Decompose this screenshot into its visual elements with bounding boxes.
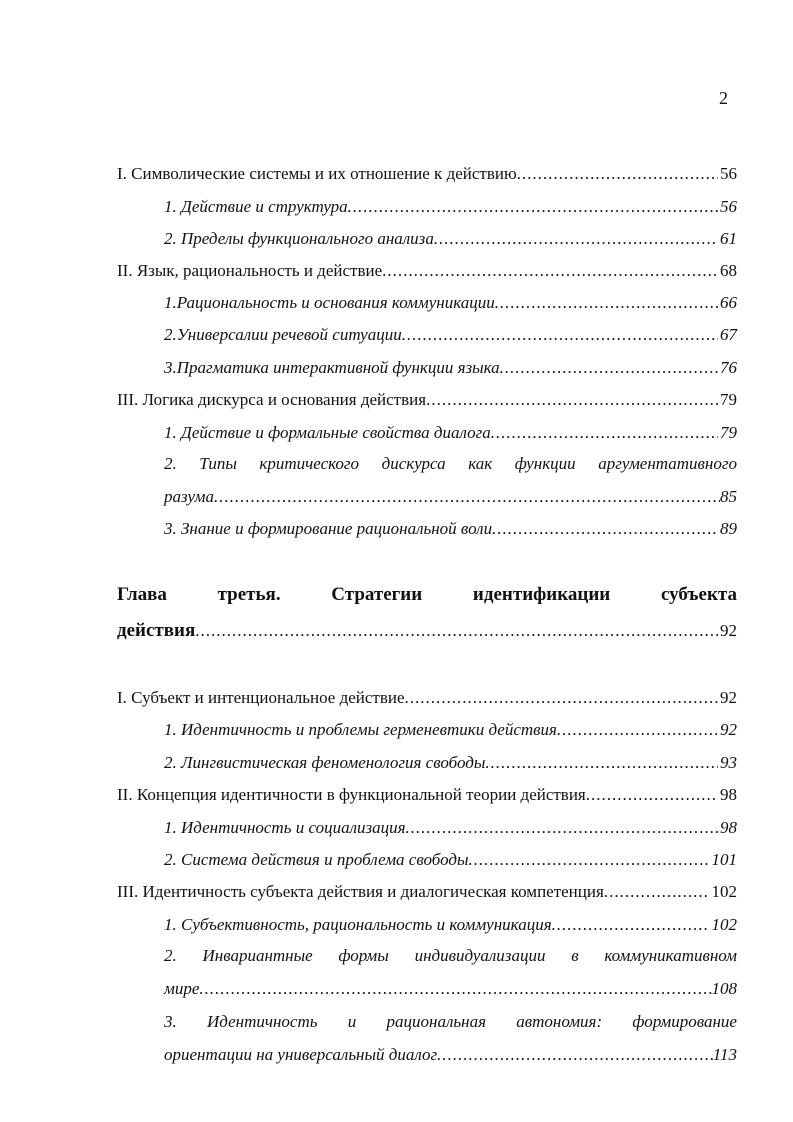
title-word: идентификации bbox=[472, 584, 611, 605]
toc-entry-title: 2. Пределы функционального анализа bbox=[164, 229, 434, 248]
toc-entry bbox=[164, 945, 737, 1000]
title-word: Инвариантные bbox=[202, 946, 313, 965]
toc-entry-title: I. Субъект и интенциональное действие bbox=[117, 688, 405, 707]
toc-entry-title: 1. Идентичность и социализация bbox=[164, 818, 406, 837]
toc-entry bbox=[117, 687, 737, 709]
toc-entry-page: 101 bbox=[711, 850, 737, 869]
toc-entry-title: 2. Лингвистическая феноменология свободы bbox=[164, 753, 486, 772]
toc-entry-page: 92 bbox=[720, 720, 737, 739]
title-word: субъекта bbox=[660, 584, 737, 605]
toc-entry-title: II. Концепция идентичности в функциональной теории действия bbox=[117, 785, 586, 804]
toc-entry-page: 67 bbox=[720, 325, 737, 344]
toc-entry-page: 68 bbox=[720, 261, 737, 280]
toc-entry-title: 1. Действие и формальные свойства диалога bbox=[164, 423, 491, 442]
toc-entry-title: 1. Субъективность, рациональность и коммуникация bbox=[164, 915, 552, 934]
leader-dots bbox=[382, 260, 718, 282]
leader-dots bbox=[195, 619, 720, 643]
toc-entry-title-line bbox=[164, 453, 737, 475]
toc-entry-page: 76 bbox=[720, 358, 737, 377]
title-word: 2. bbox=[164, 946, 177, 965]
leader-dots bbox=[557, 719, 718, 741]
leader-dots bbox=[495, 292, 718, 314]
toc-entry-title-cont: мире bbox=[164, 979, 200, 998]
title-word: Глава bbox=[117, 584, 167, 605]
toc-entry bbox=[164, 914, 737, 936]
chapter-page: 92 bbox=[720, 621, 737, 640]
toc-entry-page: 108 bbox=[711, 979, 737, 998]
title-word: аргументативного bbox=[598, 454, 737, 473]
title-word: 3. bbox=[164, 1012, 177, 1031]
toc-entry bbox=[164, 292, 737, 314]
toc-entry-title: I. Символические системы и их отношение к действию bbox=[117, 164, 517, 183]
leader-dots bbox=[402, 324, 718, 346]
toc-entry bbox=[164, 453, 737, 508]
toc-entry-title: 3.Прагматика интерактивной функции языка bbox=[164, 358, 500, 377]
leader-dots bbox=[469, 849, 710, 871]
toc-entry-title: III. Логика дискурса и основания действия bbox=[117, 390, 427, 409]
leader-dots bbox=[604, 881, 710, 903]
toc-entry bbox=[117, 389, 737, 411]
leader-dots bbox=[586, 784, 718, 806]
toc-entry-page: 79 bbox=[720, 423, 737, 442]
chapter-title-cont: действия bbox=[117, 620, 196, 641]
title-word: критического bbox=[259, 454, 360, 473]
toc-entry-title: 1.Рациональность и основания коммуникации bbox=[164, 293, 495, 312]
leader-dots bbox=[552, 914, 710, 936]
leader-dots bbox=[214, 486, 720, 508]
toc-entry-page: 66 bbox=[720, 293, 737, 312]
leader-dots bbox=[426, 389, 718, 411]
title-word: третья. bbox=[217, 584, 281, 605]
toc-entry-title: 1. Идентичность и проблемы герменевтики действия bbox=[164, 720, 557, 739]
toc-entry-title: 2. Система действия и проблема свободы bbox=[164, 850, 469, 869]
toc-entry bbox=[117, 784, 737, 806]
toc-entry bbox=[164, 849, 737, 871]
toc-entry bbox=[164, 817, 737, 839]
toc-entry-page: 61 bbox=[720, 229, 737, 248]
leader-dots bbox=[500, 357, 718, 379]
title-word: 2. bbox=[164, 454, 177, 473]
toc-entry-title: 1. Действие и структура bbox=[164, 197, 348, 216]
toc-entry bbox=[164, 357, 737, 379]
toc-entry-page: 113 bbox=[712, 1045, 737, 1064]
toc-entry bbox=[117, 881, 737, 903]
title-word: индивидуализации bbox=[414, 946, 546, 965]
toc-entry bbox=[164, 196, 737, 218]
title-word: как bbox=[468, 454, 493, 473]
toc-entry-title: III. Идентичность субъекта действия и диалогическая компетенция bbox=[117, 882, 604, 901]
title-word: Идентичность bbox=[207, 1012, 318, 1031]
toc-entry-title-line bbox=[164, 945, 737, 967]
title-word: дискурса bbox=[381, 454, 446, 473]
toc-entry bbox=[164, 228, 737, 250]
title-word: рациональная bbox=[386, 1012, 486, 1031]
leader-dots bbox=[348, 196, 718, 218]
toc-entry bbox=[117, 163, 737, 185]
chapter-heading bbox=[117, 583, 737, 643]
toc-entry-page: 79 bbox=[720, 390, 737, 409]
toc-entry-page: 56 bbox=[720, 164, 737, 183]
leader-dots bbox=[199, 978, 711, 1000]
toc-entry bbox=[164, 518, 737, 540]
toc-entry-page: 89 bbox=[720, 519, 737, 538]
toc-entry-title-cont: ориентации на универсальный диалог bbox=[164, 1045, 438, 1064]
leader-dots bbox=[405, 687, 718, 709]
title-word: в bbox=[571, 946, 579, 965]
title-word: формы bbox=[338, 946, 389, 965]
leader-dots bbox=[406, 817, 718, 839]
toc-entry-page: 92 bbox=[720, 688, 737, 707]
toc-entry bbox=[164, 324, 737, 346]
toc-entry-title-cont: разума bbox=[164, 487, 214, 506]
title-word: коммуникативном bbox=[604, 946, 737, 965]
toc-entry bbox=[164, 719, 737, 741]
title-word: и bbox=[347, 1012, 357, 1031]
leader-dots bbox=[437, 1044, 713, 1066]
leader-dots bbox=[485, 752, 718, 774]
toc-entry-page: 56 bbox=[720, 197, 737, 216]
toc-entry-page: 98 bbox=[720, 818, 737, 837]
page-number: 2 bbox=[719, 88, 728, 108]
toc-entry-title-line bbox=[164, 1011, 737, 1033]
toc-entry-title: II. Язык, рациональность и действие bbox=[117, 261, 383, 280]
title-word: автономия: bbox=[516, 1012, 603, 1031]
title-word: формирование bbox=[632, 1012, 737, 1031]
title-word: Типы bbox=[199, 454, 237, 473]
toc-entry-title: 2.Универсалии речевой ситуации bbox=[164, 325, 402, 344]
toc-entry bbox=[164, 752, 737, 774]
leader-dots bbox=[434, 228, 718, 250]
toc-entry bbox=[164, 422, 737, 444]
toc-entry bbox=[117, 260, 737, 282]
toc-entry-page: 85 bbox=[720, 487, 737, 506]
toc-entry-page: 102 bbox=[711, 882, 737, 901]
title-word: функции bbox=[514, 454, 576, 473]
toc-entry-page: 93 bbox=[720, 753, 737, 772]
toc-entry bbox=[164, 1011, 737, 1066]
toc-entry-title: 3. Знание и формирование рациональной воли bbox=[164, 519, 493, 538]
leader-dots bbox=[517, 163, 718, 185]
toc-entry-page: 98 bbox=[720, 785, 737, 804]
leader-dots bbox=[491, 422, 718, 444]
toc-entry-page: 102 bbox=[711, 915, 737, 934]
title-word: Стратегии bbox=[331, 584, 423, 605]
leader-dots bbox=[492, 518, 718, 540]
